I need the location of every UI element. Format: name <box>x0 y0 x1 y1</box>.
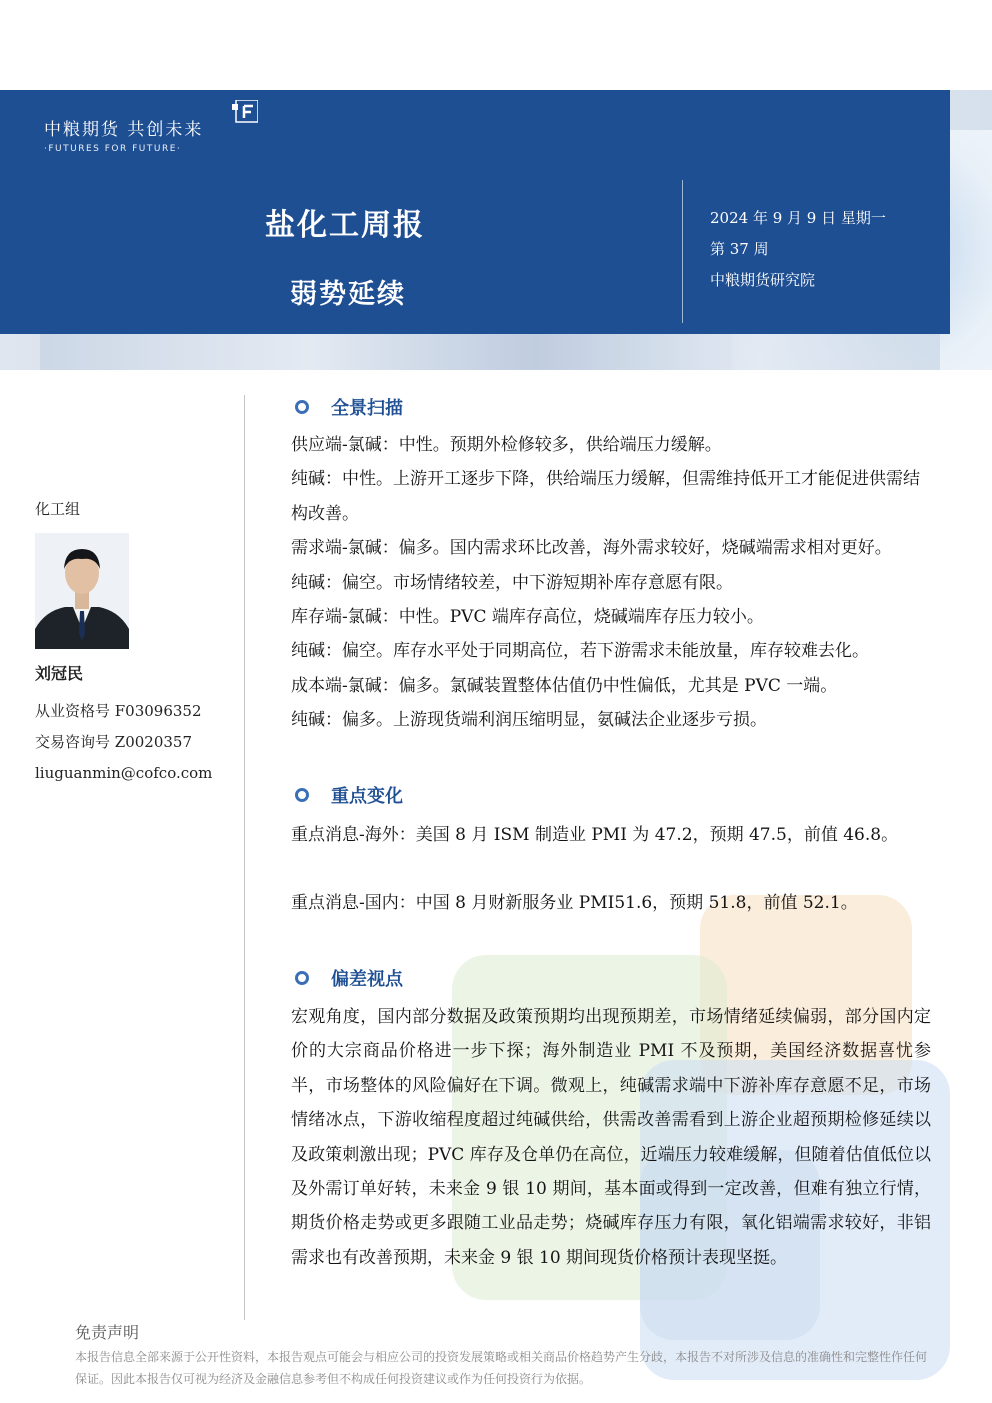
view-paragraph: 宏观角度，国内部分数据及政策预期均出现预期差，市场情绪延续偏弱，部分国内定价的大宗商品价格进一步下探；海外制造业 PMI 不及预期，美国经济数据喜忧参半，市场整体的风险偏好在下调。微观上，纯碱需求端中下游补库存意愿不足，市场情绪冰点，下游收缩程度超过纯碱供给，供需改善需看到上游企业超预期检修延续以及政策刺激出现；PVC 库存及仓单仍在高位，近端压力较难缓解，但随着估值低位以及外需订单好转，未来金 9 银 10 期间，基本面或得到一定改善，但难有独立行情，期货价格走势或更多跟随工业品走势；烧碱库存压力有限，氧化铝端需求较好，非铝需求也有改善预期，未来金 9 银 10 期间现货价格预计表现坚挺。 <box>291 1007 931 1268</box>
section-title-text: 全景扫描 <box>331 398 403 419</box>
disclaimer-title: 免责声明 <box>75 1323 140 1342</box>
report-week: 第 37 周 <box>710 240 769 258</box>
overview-line: 库存端-氯碱：中性。PVC 端库存高位，烧碱端库存压力较小。 <box>291 607 764 628</box>
section-view-title <box>295 965 403 991</box>
brand <box>44 115 203 154</box>
brand-slogan: ·FUTURES FOR FUTURE· <box>44 144 182 154</box>
report-meta <box>710 203 886 296</box>
bullet-icon <box>295 971 309 985</box>
logo-icon <box>232 100 258 126</box>
report-date: 2024 年 9 月 9 日 星期一 <box>710 209 886 227</box>
consult-number: 交易咨询号 Z0020357 <box>35 733 192 751</box>
analyst-photo <box>35 533 129 649</box>
changes-domestic: 重点消息-国内：中国 8 月财新服务业 PMI51.6，预期 51.8，前值 52.1。 <box>291 893 858 913</box>
overview-list <box>291 428 931 738</box>
overview-line: 纯碱：偏空。库存水平处于同期高位，若下游需求未能放量，库存较难去化。 <box>291 641 869 662</box>
header-decoration <box>40 334 940 370</box>
analyst-sidebar <box>35 498 235 789</box>
analyst-email[interactable]: liuguanmin@cofco.com <box>35 764 213 782</box>
header-divider <box>682 180 683 323</box>
report-institute: 中粮期货研究院 <box>710 271 816 289</box>
bullet-icon <box>295 788 309 802</box>
overview-line: 成本端-氯碱：偏多。氯碱装置整体估值仍中性偏低，尤其是 PVC 一端。 <box>291 675 838 696</box>
report-title: 盐化工周报 <box>265 208 425 243</box>
overview-line: 纯碱：中性。上游开工逐步下降，供给端压力缓解，但需维持低开工才能促进供需结构改善。 <box>291 469 920 524</box>
section-title-text: 重点变化 <box>331 786 403 807</box>
license-number: 从业资格号 F03096352 <box>35 702 202 720</box>
report-subtitle: 弱势延续 <box>290 279 406 310</box>
section-changes-title <box>295 782 403 808</box>
overview-line: 供应端-氯碱：中性。预期外检修较多，供给端压力缓解。 <box>291 435 722 455</box>
bullet-icon <box>295 400 309 414</box>
column-divider <box>244 395 245 1320</box>
section-title-text: 偏差视点 <box>331 969 403 990</box>
changes-overseas: 重点消息-海外：美国 8 月 ISM 制造业 PMI 为 47.2，预期 47.5，前值 46.8。 <box>291 825 899 845</box>
disclaimer-text: 本报告信息全部来源于公开性资料，本报告观点可能会与相应公司的投资发展策略或相关商品价格趋势产生分歧，本报告不对所涉及信息的准确性和完整性作任何保证。因此本报告仅可视为经济及金融信息参考但不构成任何投资建议或作为任何投资行为依据。 <box>75 1350 928 1386</box>
group-label: 化工组 <box>35 500 81 518</box>
overview-line: 需求端-氯碱：偏多。国内需求环比改善，海外需求较好，烧碱端需求相对更好。 <box>291 538 892 559</box>
analyst-name: 刘冠民 <box>35 664 84 683</box>
section-overview-title <box>295 394 403 420</box>
person-icon <box>35 533 129 649</box>
brand-name: 中粮期货 共创未来 <box>44 120 204 140</box>
overview-line: 纯碱：偏空。市场情绪较差，中下游短期补库存意愿有限。 <box>291 572 733 593</box>
overview-line: 纯碱：偏多。上游现货端利润压缩明显，氨碱法企业逐步亏损。 <box>291 710 767 731</box>
